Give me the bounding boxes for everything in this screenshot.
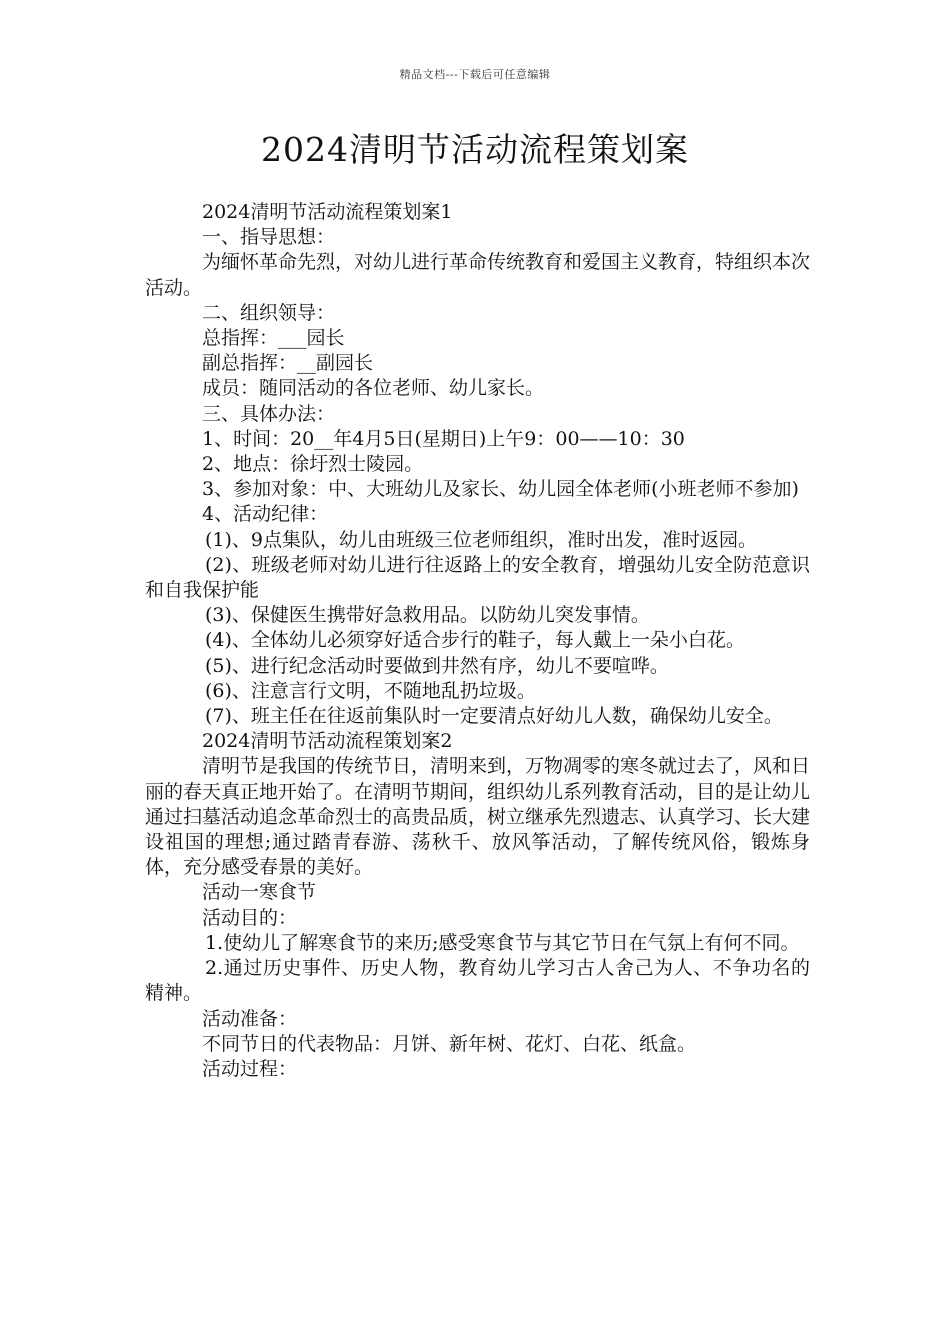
- heading-activity-1: 活动一寒食节: [202, 881, 317, 904]
- rule-6: (6)、注意言行文明，不随地乱扔垃圾。: [205, 679, 536, 702]
- rule-5: (5)、进行纪念活动时要做到井然有序，幼儿不要喧哗。: [205, 654, 669, 677]
- line-time: 1、时间：20__年4月5日(星期日)上午9：00——10：30: [202, 427, 685, 450]
- heading-activity-goals: 活动目的：: [202, 906, 298, 929]
- paragraph-activity-prep: 不同节日的代表物品：月饼、新年树、花灯、白花、纸盒。: [202, 1032, 697, 1055]
- goal-1: 1.使幼儿了解寒食节的来历;感受寒食节与其它节日在气氛上有何不同。: [205, 931, 800, 954]
- heading-methods: 三、具体办法：: [202, 402, 336, 425]
- document-body: [145, 200, 810, 1082]
- document-title: 2024清明节活动流程策划案: [261, 130, 689, 169]
- line-chief-commander: 总指挥：___园长: [202, 327, 345, 350]
- rule-2: (2)、班级老师对幼儿进行往返路上的安全教育，增强幼儿安全防范意识和自我保护能: [145, 553, 810, 602]
- section-heading-plan-1: 2024清明节活动流程策划案1: [202, 201, 453, 223]
- section-heading-plan-2: 2024清明节活动流程策划案2: [202, 730, 453, 753]
- heading-discipline: 4、活动纪律：: [202, 503, 329, 526]
- line-deputy-commander: 副总指挥：__副园长: [202, 352, 374, 375]
- line-location: 2、地点：徐圩烈士陵园。: [202, 453, 424, 476]
- paragraph-guiding-thought: 为缅怀革命先烈，对幼儿进行革命传统教育和爱国主义教育，特组织本次活动。: [145, 251, 811, 299]
- header-note: 精品文档---下载后可任意编辑: [399, 68, 551, 81]
- heading-organization: 二、组织领导：: [202, 301, 336, 324]
- heading-activity-prep: 活动准备：: [202, 1007, 298, 1030]
- goal-2: 2.通过历史事件、历史人物，教育幼儿学习古人舍己为人、不争功名的精神。: [145, 957, 810, 1005]
- rule-1: (1)、9点集队，幼儿由班级三位老师组织，准时出发，准时返园。: [205, 528, 758, 551]
- heading-activity-process: 活动过程：: [202, 1057, 298, 1080]
- line-members: 成员：随同活动的各位老师、幼儿家长。: [202, 377, 545, 400]
- paragraph-intro: 清明节是我国的传统节日，清明来到，万物凋零的寒冬就过去了，风和日丽的春天真正地开始了。在清明节期间，组织幼儿系列教育活动，目的是让幼儿通过扫墓活动追念革命烈士的高贵品质，树立继承先烈遗志、认真学习、长大建设祖国的理想;通过踏青春游、荡秋千、放风筝活动，了解传统风俗，锻炼身体，充分感受春景的美好。: [145, 755, 811, 879]
- rule-4: (4)、全体幼儿必须穿好适合步行的鞋子，每人戴上一朵小白花。: [205, 629, 745, 652]
- heading-guiding-thought: 一、指导思想：: [202, 226, 336, 249]
- rule-3: (3)、保健医生携带好急救用品。以防幼儿突发事情。: [205, 604, 650, 627]
- line-participants: 3、参加对象：中、大班幼儿及家长、幼儿园全体老师(小班老师不参加): [202, 478, 799, 501]
- rule-7: (7)、班主任在往返前集队时一定要清点好幼儿人数，确保幼儿安全。: [205, 705, 783, 728]
